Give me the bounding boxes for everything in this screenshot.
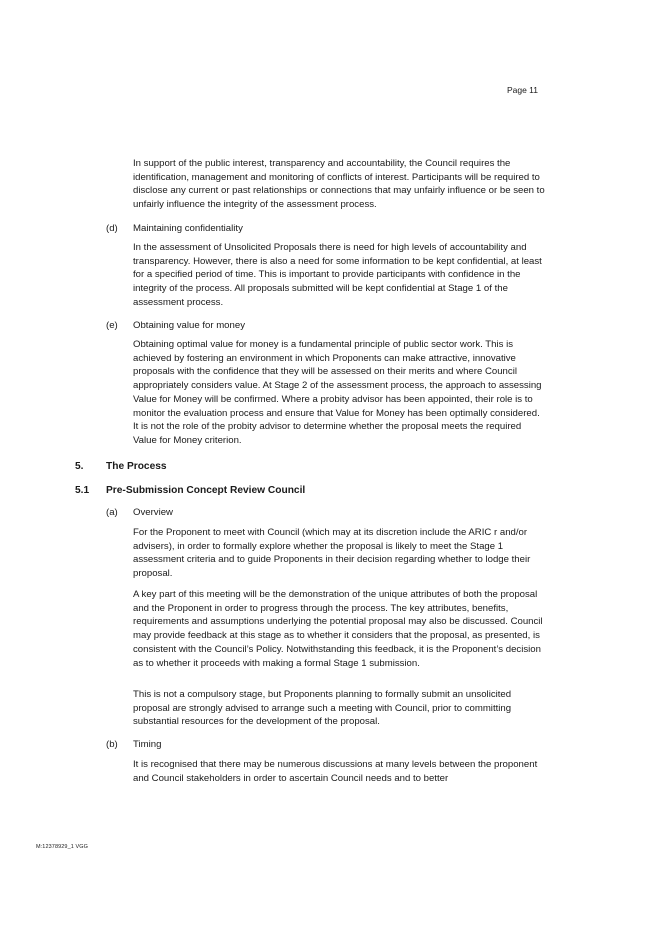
item-d-paragraph: In the assessment of Unsolicited Proposals there is need for high levels of accountability and transparency. However, there is also a need for some information to be kept confidential, at least for a specified period of time. This is important to provide participants with confidence in the integrity of the process. All proposals submitted will be kept confidential at Stage 1 of the assessment process. — [133, 242, 542, 308]
item-e-paragraph: Obtaining optimal value for money is a fundamental principle of public sector work. This is achieved by fostering an environment in which Proponents can make attractive, innovative proposals with the confidence that they will be assessed on their merits and where Council appropriately considers value. At Stage 2 of the assessment process, the approach to assessing Value for Money will be confirmed. Where a probity advisor has been appointed, their role is to monitor the evaluation process and ensure that Value for Money has been optimally considered. It is not the role of the probity advisor to determine whether the proposal meets the required Value for Money criterion. — [133, 339, 542, 446]
section-5-number: 5. — [75, 461, 84, 472]
item-d-marker: (d) — [106, 223, 118, 234]
document-reference: M:12378929_1 VGG — [36, 844, 89, 850]
item-e-title: Obtaining value for money — [133, 320, 245, 331]
item-a-paragraph-3: This is not a compulsory stage, but Proponents planning to formally submit an unsolicited proposal are strongly advised to arrange such a meeting with Council, prior to committing substantial resources for the development of the proposal. — [133, 689, 512, 728]
page-number: Page 11 — [506, 85, 538, 95]
item-a-paragraph-2: A key part of this meeting will be the demonstration of the unique attributes of both the proposal and the Proponent in order to progress through the process. The key attributes, benefits, requirements and assumptions underlying the potential proposal may also be discussed. Council may provide feedback at this stage as to whether it considers that the proposal, as presented, is consistent with the Council’s Policy. Notwithstanding this feedback, it is the Proponent’s decision as to whether it proceeds with making a formal Stage 1 submission. — [133, 589, 543, 669]
section-5-1-number: 5.1 — [75, 485, 90, 496]
item-b-paragraph: It is recognised that there may be numerous discussions at many levels between the proponent and Council stakeholders in order to ascertain Council needs and to better — [133, 759, 538, 784]
item-d-title: Maintaining confidentiality — [133, 223, 243, 234]
item-e-marker: (e) — [106, 320, 118, 331]
section-5-title: The Process — [106, 461, 167, 472]
item-a-marker: (a) — [106, 507, 118, 518]
section-5-1-title: Pre-Submission Concept Review Council — [106, 485, 306, 496]
item-a-title: Overview — [133, 507, 173, 518]
item-b-title: Timing — [133, 739, 162, 750]
intro-paragraph: In support of the public interest, transparency and accountability, the Council requires the identification, management and monitoring of conflicts of interest. Participants will be required to disclose any current or past relationships or connections that may unfairly influence or be seen to unfairly influence the integrity of the assessment process. — [133, 158, 545, 211]
item-a-paragraph-1: For the Proponent to meet with Council (which may at its discretion include the ARIC r and/or advisers), in order to formally explore whether the proposal is likely to meet the Stage 1 assessment criteria and to guide Proponents in their decision regarding whether to lodge their proposal. — [133, 527, 531, 580]
item-b-marker: (b) — [106, 739, 118, 750]
